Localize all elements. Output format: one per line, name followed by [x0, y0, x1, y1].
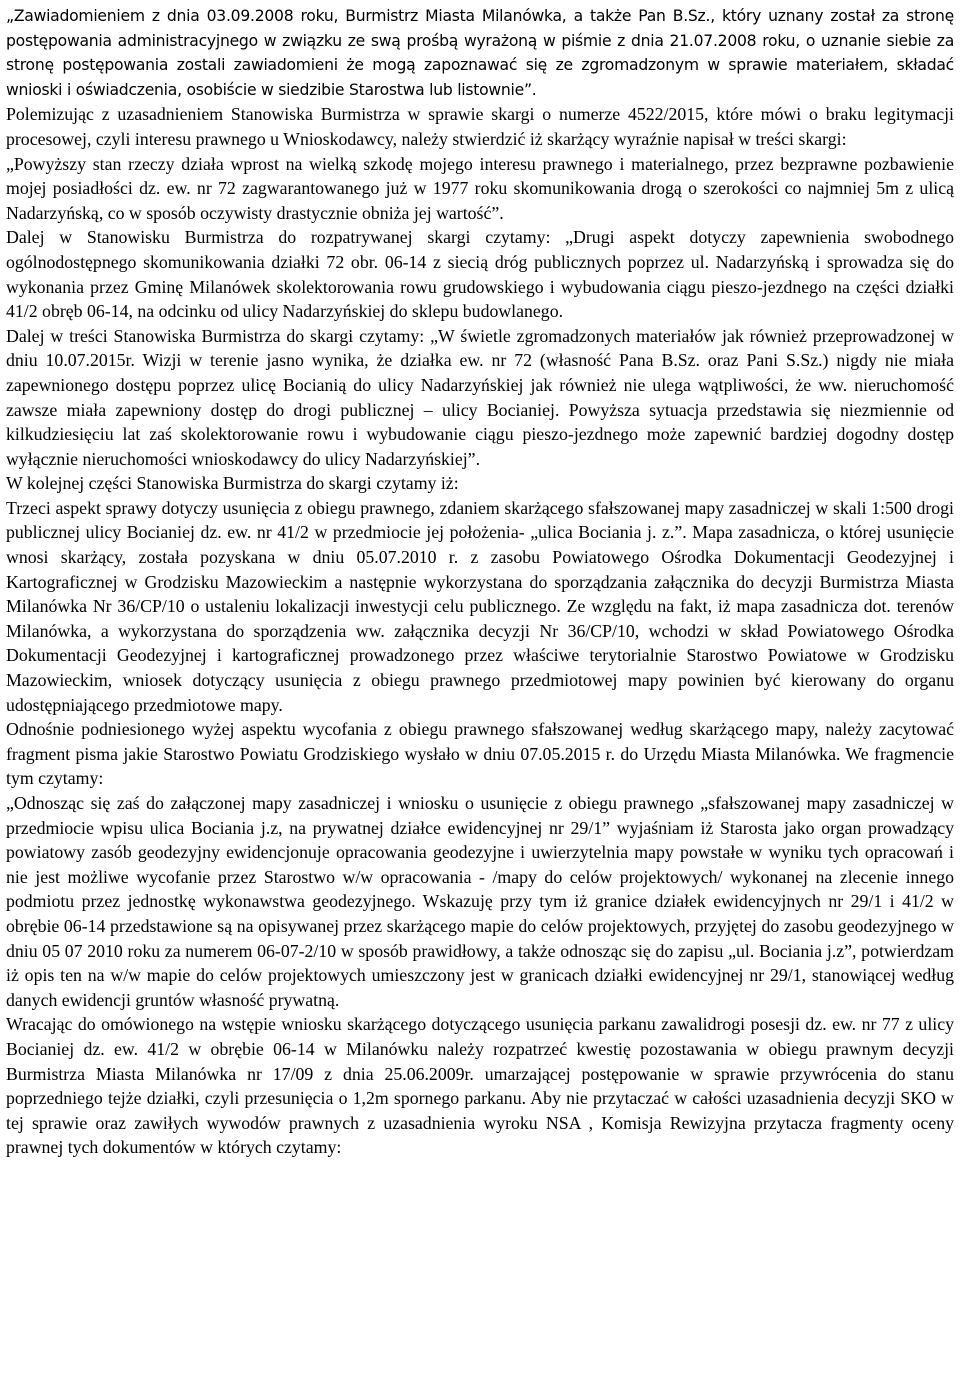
paragraph-p7 [6, 496, 954, 717]
paragraph-p3 [6, 152, 954, 226]
paragraph-p4 [6, 225, 954, 323]
paragraph-p1 [6, 4, 954, 102]
paragraph-p2 [6, 102, 954, 151]
paragraph-text: „Odnosząc się zaś do załączonej mapy zasadniczej i wniosku o usunięcie z obiegu prawnego „sfałszowanej mapy zasadniczej w przedmiocie wpisu ulica Bociania j.z, na prywatnej działce ewidencyjnej nr 29/1” wyjaśniam iż Starosta jako organ prowadzący powiatowy zasób geodezyjny ewidencjonuje opracowania geodezyjne i uwierzytelnia mapy powstałe w wyniku tych opracowań i nie jest możliwe wycofanie przez Starostwo w/w opracowania - /mapy do celów projektowych/ wykonanej na zlecenie innego podmiotu przez jednostkę wykonawstwa geodezyjnego. Wskazuję przy tym iż granice działek ewidencyjnych nr 29/1 i 41/2 w obrębie 06-14 przedstawione są na opisywanej przez skarżącego mapie do celów projektowych, przyjętej do zasobu geodezyjnego w dniu 05 07 2010 roku za numerem 06-07-2/10 w sposób prawidłowy, a także odnosząc się do zapisu „ul. Bociania j.z”, potwierdzam iż opis ten na w/w mapie do celów projektowych umieszczony jest w granicach działki ewidencyjnej nr 29/1, stanowiącej według danych ewidencji gruntów własność prywatną. [6, 793, 954, 1010]
paragraph-text: „Zawiadomieniem z dnia 03.09.2008 roku, Burmistrz Miasta Milanówka, a także Pan B.Sz., który uznany został za stronę postępowania administracyjnego w związku ze swą prośbą wyrażoną w piśmie z dnia 21.07.2008 roku, o uznanie siebie za stronę postępowania zostali zawiadomieni że mogą zapoznawać się ze zgromadzonym w sprawie materiałem, składać wnioski i oświadczenia, osobiście w siedzibie Starostwa lub listownie”. [6, 7, 954, 99]
paragraph-text: W kolejnej części Stanowiska Burmistrza do skargi czytamy iż: [6, 473, 459, 494]
paragraph-p6 [6, 471, 954, 496]
paragraph-text: Dalej w treści Stanowiska Burmistrza do skargi czytamy: „W świetle zgromadzonych materiałów jak również przeprowadzonej w dniu 10.07.2015r. Wizji w terenie jasno wynika, że działka ew. nr 72 (własność Pana B.Sz. oraz Pani S.Sz.) nigdy nie miała zapewnionego dostępu poprzez ulicę Bocianią do ulicy Nadarzyńskiej jak również nie ulega wątpliwości, że ww. nieruchomość zawsze miała zapewniony dostęp do drogi publicznej – ulicy Bocianiej. Powyższa sytuacja przedstawia się niezmiennie od kilkudziesięciu lat zaś skolektorowanie rowu i wybudowanie ciągu pieszo-jezdnego może zapewnić bardziej dogodny dostęp wyłącznie nieruchomości wnioskodawcy do ulicy Nadarzyńskiej”. [6, 325, 954, 469]
paragraph-text: Polemizując z uzasadnieniem Stanowiska Burmistrza w sprawie skargi o numerze 4522/2015, które mówi o braku legitymacji procesowej, czyli interesu prawnego u Wnioskodawcy, należy stwierdzić iż skarżący wyraźnie napisał w treści skargi: [6, 104, 954, 149]
paragraph-p10 [6, 1012, 954, 1160]
paragraph-p8 [6, 717, 954, 791]
paragraph-p5 [6, 324, 954, 472]
paragraph-text: „Powyższy stan rzeczy działa wprost na wielką szkodę mojego interesu prawnego i materialnego, przez bezprawne pozbawienie mojej posiadłości dz. ew. nr 72 zagwarantowanego już w 1977 roku skomunikowania drogą o szerokości co najmniej 5m z ulicą Nadarzyńską, co w sposób oczywisty drastycznie obniża jej wartość”. [6, 153, 954, 223]
paragraph-text: Dalej w Stanowisku Burmistrza do rozpatrywanej skargi czytamy: „Drugi aspekt dotyczy zapewnienia swobodnego ogólnodostępnego skomunikowania działki 72 obr. 06-14 z siecią dróg publicznych poprzez ul. Nadarzyńską i sprowadza się do wykonania przez Gminę Milanówek skolektorowania rowu grudowskiego i wybudowania ciągu pieszo-jezdnego na części działki 41/2 obręb 06-14, na odcinku od ulicy Nadarzyńskiej do sklepu budowlanego. [6, 227, 954, 322]
paragraph-text: Trzeci aspekt sprawy dotyczy usunięcia z obiegu prawnego, zdaniem skarżącego sfałszowanej mapy zasadniczej w skali 1:500 drogi publicznej ulicy Bocianiej dz. ew. nr 41/2 w przedmiocie jej położenia- „ulica Bociania j. z.”. Mapa zasadnicza, o której usunięcie wnosi skarżący, została pozyskana w dniu 05.07.2010 r. z zasobu Powiatowego Ośrodka Dokumentacji Geodezyjnej i Kartograficznej w Grodzisku Mazowieckim a następnie wykorzystana do sporządzania załącznika do decyzji Burmistrza Miasta Milanówka Nr 36/CP/10 o ustaleniu lokalizacji inwestycji celu publicznego. Ze względu na fakt, iż mapa zasadnicza dot. terenów Milanówka, a wykorzystana do sporządzenia ww. załącznika decyzji Nr 36/CP/10, wchodzi w skład Powiatowego Ośrodka Dokumentacji Geodezyjnej i kartograficznej prowadzonego przez właściwe terytorialnie Starostwo Powiatowe w Grodzisku Mazowieckim, wniosek dotyczący usunięcia z obiegu prawnego przedmiotowej mapy powinien być kierowany do organu udostępniającego przedmiotowe mapy. [6, 497, 954, 715]
paragraph-text: Wracając do omówionego na wstępie wniosku skarżącego dotyczącego usunięcia parkanu zawalidrogi posesji dz. ew. nr 77 z ulicy Bocianiej dz. ew. 41/2 w obrębie 06-14 w Milanówku należy rozpatrzeć kwestię pozostawania w obiegu prawnym decyzji Burmistrza Miasta Milanówka nr 17/09 z dnia 25.06.2009r. umarzającej postępowanie w sprawie przywrócenia do stanu poprzedniego tejże działki, czyli przesunięcia o 1,2m spornego parkanu. Aby nie przytaczać w całości uzasadnienia decyzji SKO w tej sprawie oraz zawiłych wywodów prawnych z uzasadnienia wyroku NSA , Komisja Rewizyjna przytacza fragmenty oceny prawnej tych dokumentów w których czytamy: [6, 1014, 954, 1158]
paragraph-text: Odnośnie podniesionego wyżej aspektu wycofania z obiegu prawnego sfałszowanej według skarżącego mapy, należy zacytować fragment pisma jakie Starostwo Powiatu Grodziskiego wysłało w dniu 07.05.2015 r. do Urzędu Miasta Milanówka. We fragmencie tym czytamy: [6, 719, 954, 789]
paragraph-p9 [6, 791, 954, 1012]
